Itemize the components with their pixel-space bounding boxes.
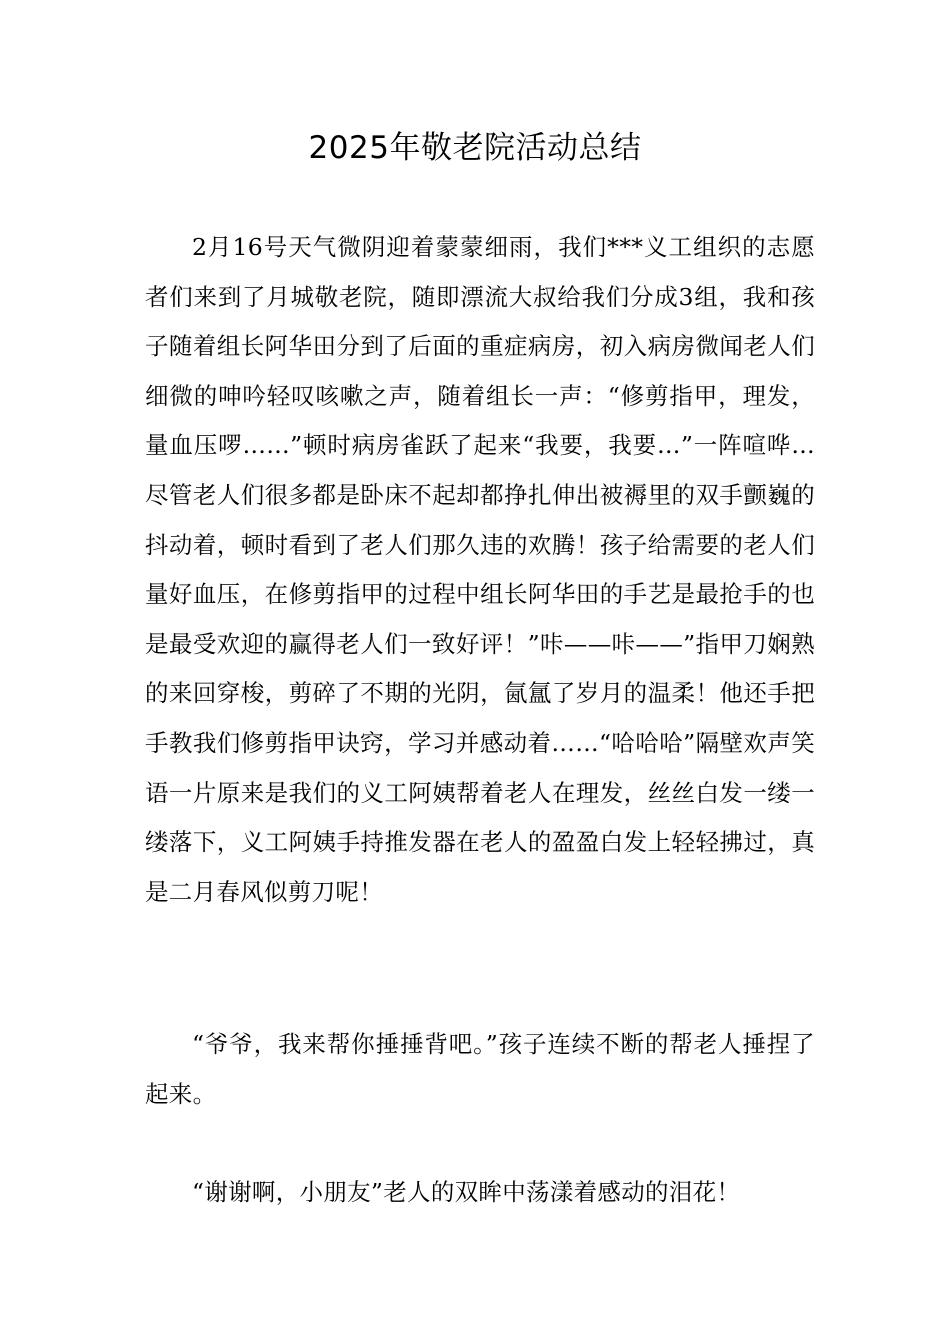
- document-title: 2025年敬老院活动总结: [308, 130, 642, 166]
- paragraph-thanks: “谢谢啊，小朋友”老人的双眸中荡漾着感动的泪花！: [192, 1178, 741, 1206]
- paragraph-visit-description: 2月16号天气微阴迎着蒙蒙细雨，我们***义工组织的志愿者们来到了月城敬老院，随即漂流大叔给我们分成3组，我和孩子随着组长阿华田分到了后面的重症病房，初入病房微闻老人们细微的呻吟轻叹咳嗽之声，随着组长一声：“修剪指甲，理发，量血压啰……”顿时病房雀跃了起来“我要，我要…”一阵喧哗…尽管老人们很多都是卧床不起却都挣扎伸出被褥里的双手颤巍的抖动着，顿时看到了老人们那久违的欢腾！孩子给需要的老人们量好血压，在修剪指甲的过程中组长阿华田的手艺是最抢手的也是最受欢迎的赢得老人们一致好评！”咔——咔——”指甲刀娴熟的来回穿梭，剪碎了不期的光阴，氤氲了岁月的温柔！他还手把手教我们修剪指甲诀窍，学习并感动着……“哈哈哈”隔壁欢声笑语一片原来是我们的义工阿姨帮着老人在理发，丝丝白发一缕一缕落下，义工阿姨手持推发器在老人的盈盈白发上轻轻拂过，真是二月春风似剪刀呢！: [145, 233, 815, 906]
- paragraph-back-massage: “爷爷，我来帮你捶捶背吧。”孩子连续不断的帮老人捶捏了起来。: [145, 1030, 815, 1108]
